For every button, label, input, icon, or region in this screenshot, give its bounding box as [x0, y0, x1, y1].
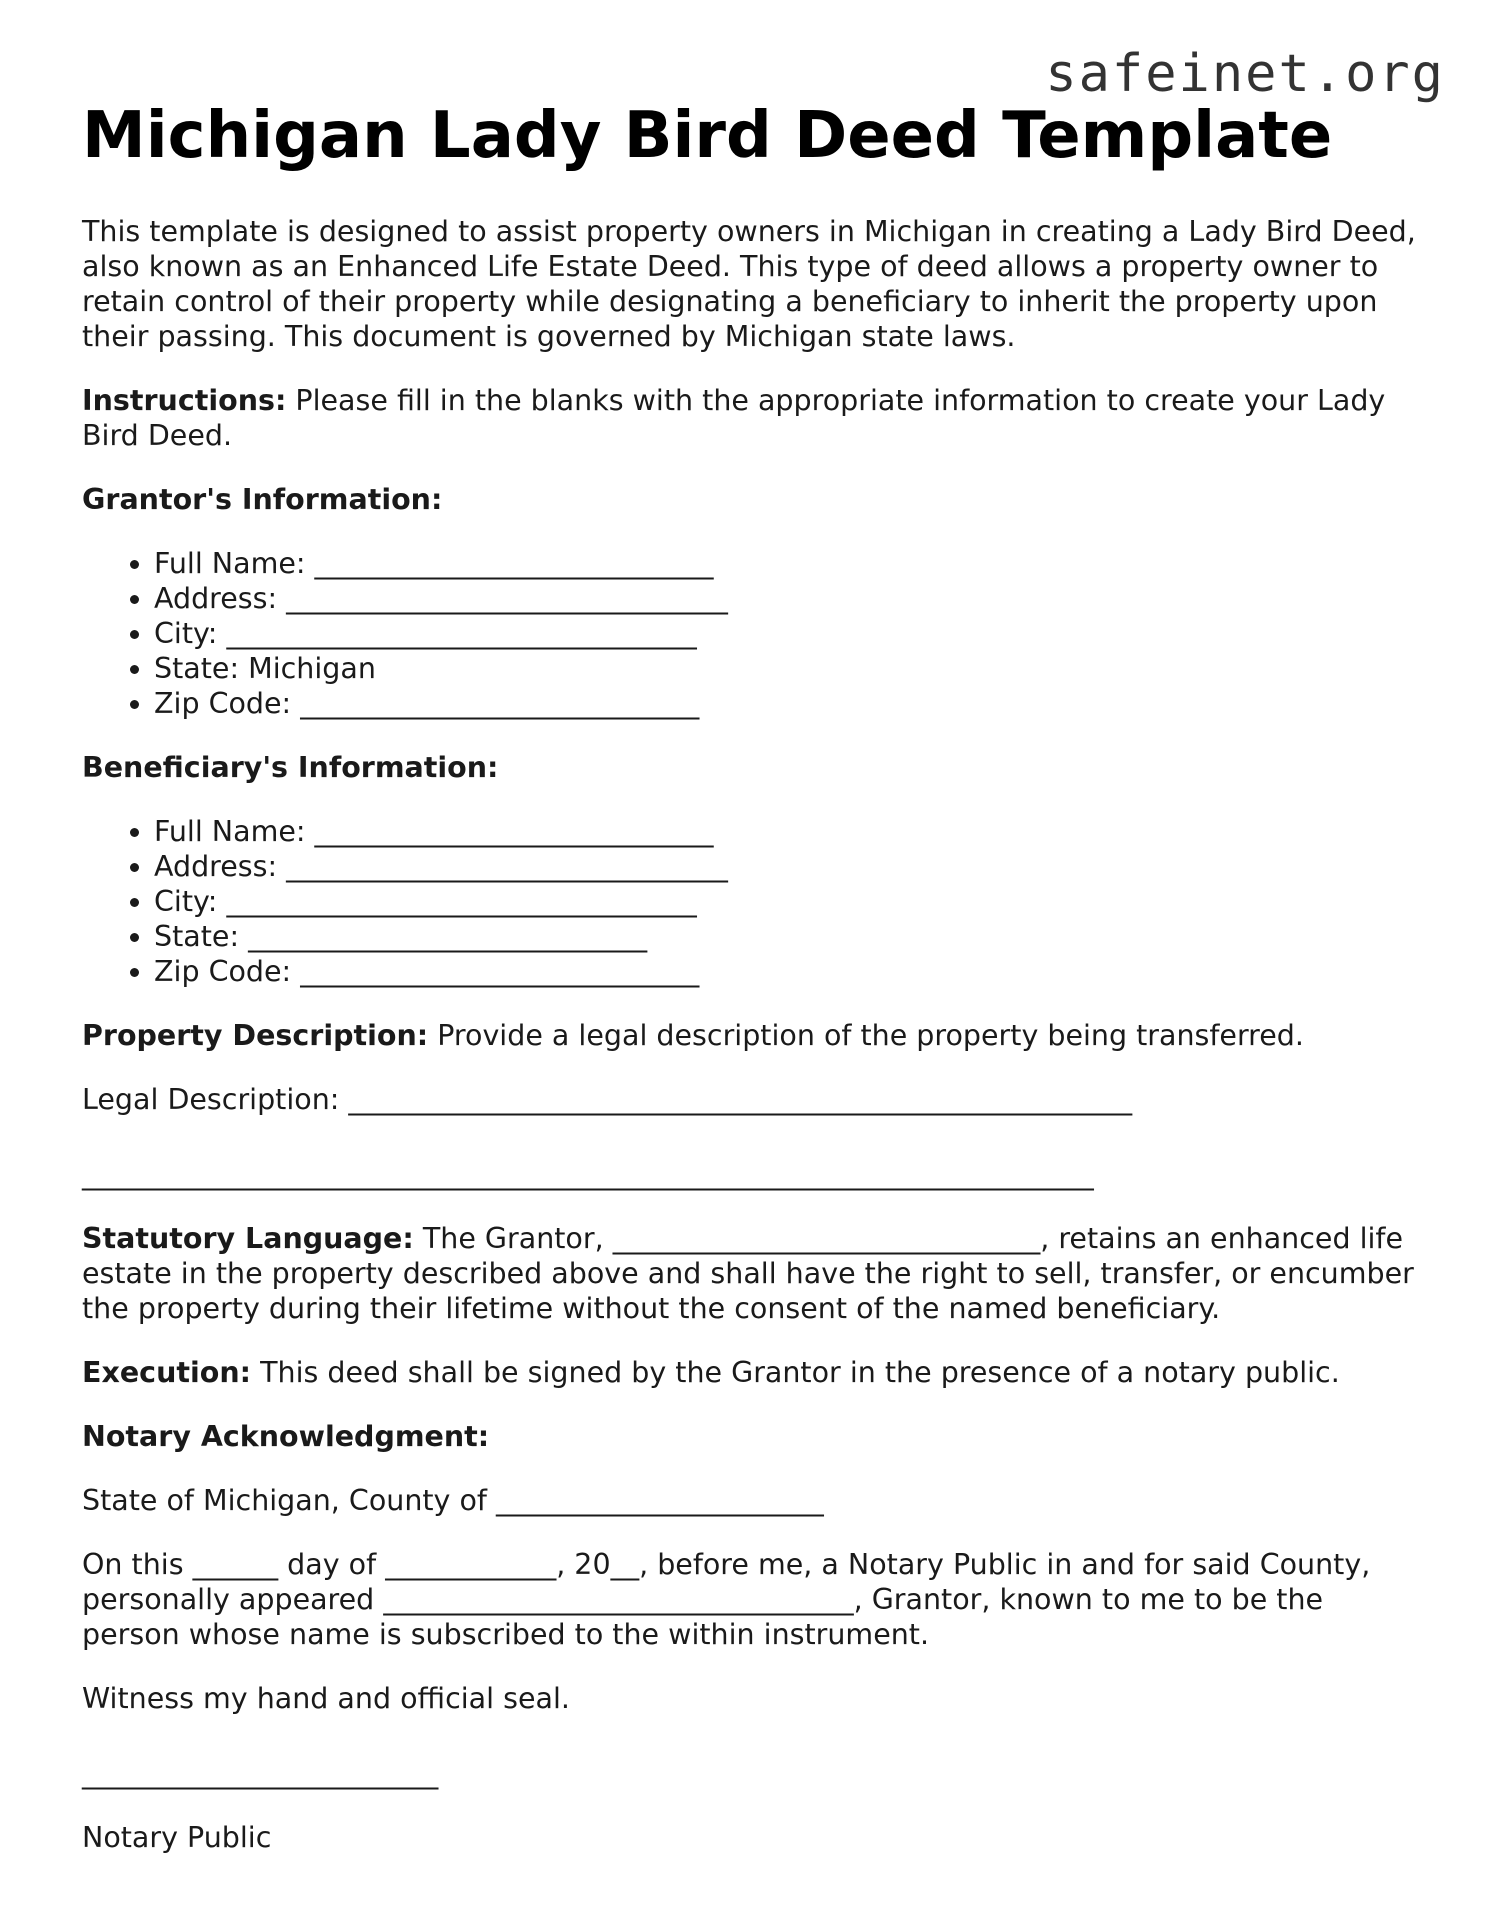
notary-signature-line: _________________________ — [82, 1756, 439, 1790]
grantor-city-field: • City: _________________________________ — [154, 616, 1422, 651]
notary-signature-label: Notary Public — [82, 1820, 272, 1854]
grantor-address-field: • Address: _______________________________ — [154, 581, 1422, 616]
execution-label: Execution: — [82, 1355, 252, 1389]
beneficiary-address-field: • Address: _______________________________ — [154, 849, 1422, 884]
notary-county-field: State of Michigan, County of _______________________ — [82, 1483, 824, 1517]
beneficiary-heading: Beneficiary's Information: — [82, 750, 499, 784]
beneficiary-full-name-field: • Full Name: ____________________________ — [154, 814, 1422, 849]
grantor-field-list — [82, 546, 1422, 721]
watermark-text: safeinet.org — [1045, 44, 1445, 104]
document-page — [82, 100, 1422, 1884]
legal-description-field: Legal Description: _______________________________________________________ — [82, 1082, 1133, 1116]
intro-paragraph: This template is designed to assist property owners in Michigan in creating a Lady Bird Deed, also known as an Enhanced Life Estate Deed. This type of deed allows a property owner to retain control of their property while designating a beneficiary to inherit the property upon their passing. This document is governed by Michigan state laws. — [82, 214, 1416, 353]
instructions-paragraph — [82, 383, 1422, 453]
beneficiary-state-field: • State: ____________________________ — [154, 919, 1422, 954]
notary-appeared-paragraph: On this ______ day of ____________, 20__, before me, a Notary Public in and for said County, personally appeared _________________________________, Grantor, known to me to be the person whose name is subscribed to the within instrument. — [82, 1547, 1371, 1651]
notary-heading: Notary Acknowledgment: — [82, 1419, 490, 1453]
grantor-heading: Grantor's Information: — [82, 482, 443, 516]
instructions-text: Please fill in the blanks with the appropriate information to create your Lady Bird Deed. — [82, 383, 1386, 452]
grantor-zip-field: • Zip Code: ____________________________ — [154, 686, 1422, 721]
statutory-language-paragraph — [82, 1221, 1422, 1326]
execution-text: This deed shall be signed by the Grantor in the presence of a notary public. — [251, 1355, 1340, 1389]
execution-paragraph — [82, 1355, 1422, 1390]
document-title: Michigan Lady Bird Deed Template — [82, 99, 1333, 173]
grantor-full-name-field: • Full Name: ____________________________ — [154, 546, 1422, 581]
property-description-paragraph — [82, 1018, 1422, 1053]
beneficiary-field-list — [82, 814, 1422, 989]
notary-witness-text: Witness my hand and official seal. — [82, 1681, 570, 1715]
property-description-label: Property Description: — [82, 1018, 429, 1052]
legal-description-line: _______________________________________________________________________ — [82, 1157, 1094, 1191]
statutory-language-label: Statutory Language: — [82, 1221, 414, 1255]
property-description-text: Provide a legal description of the property being transferred. — [428, 1018, 1304, 1052]
beneficiary-city-field: • City: _________________________________ — [154, 884, 1422, 919]
instructions-label: Instructions: — [82, 383, 287, 417]
statutory-language-text: The Grantor, ______________________________, retains an enhanced life estate in the property described above and shall have the right to sell, transfer, or encumber the property during their lifetime without the consent of the named beneficiary. — [82, 1221, 1414, 1325]
grantor-state-field: • State: Michigan — [154, 651, 1422, 686]
beneficiary-zip-field: • Zip Code: ____________________________ — [154, 954, 1422, 989]
